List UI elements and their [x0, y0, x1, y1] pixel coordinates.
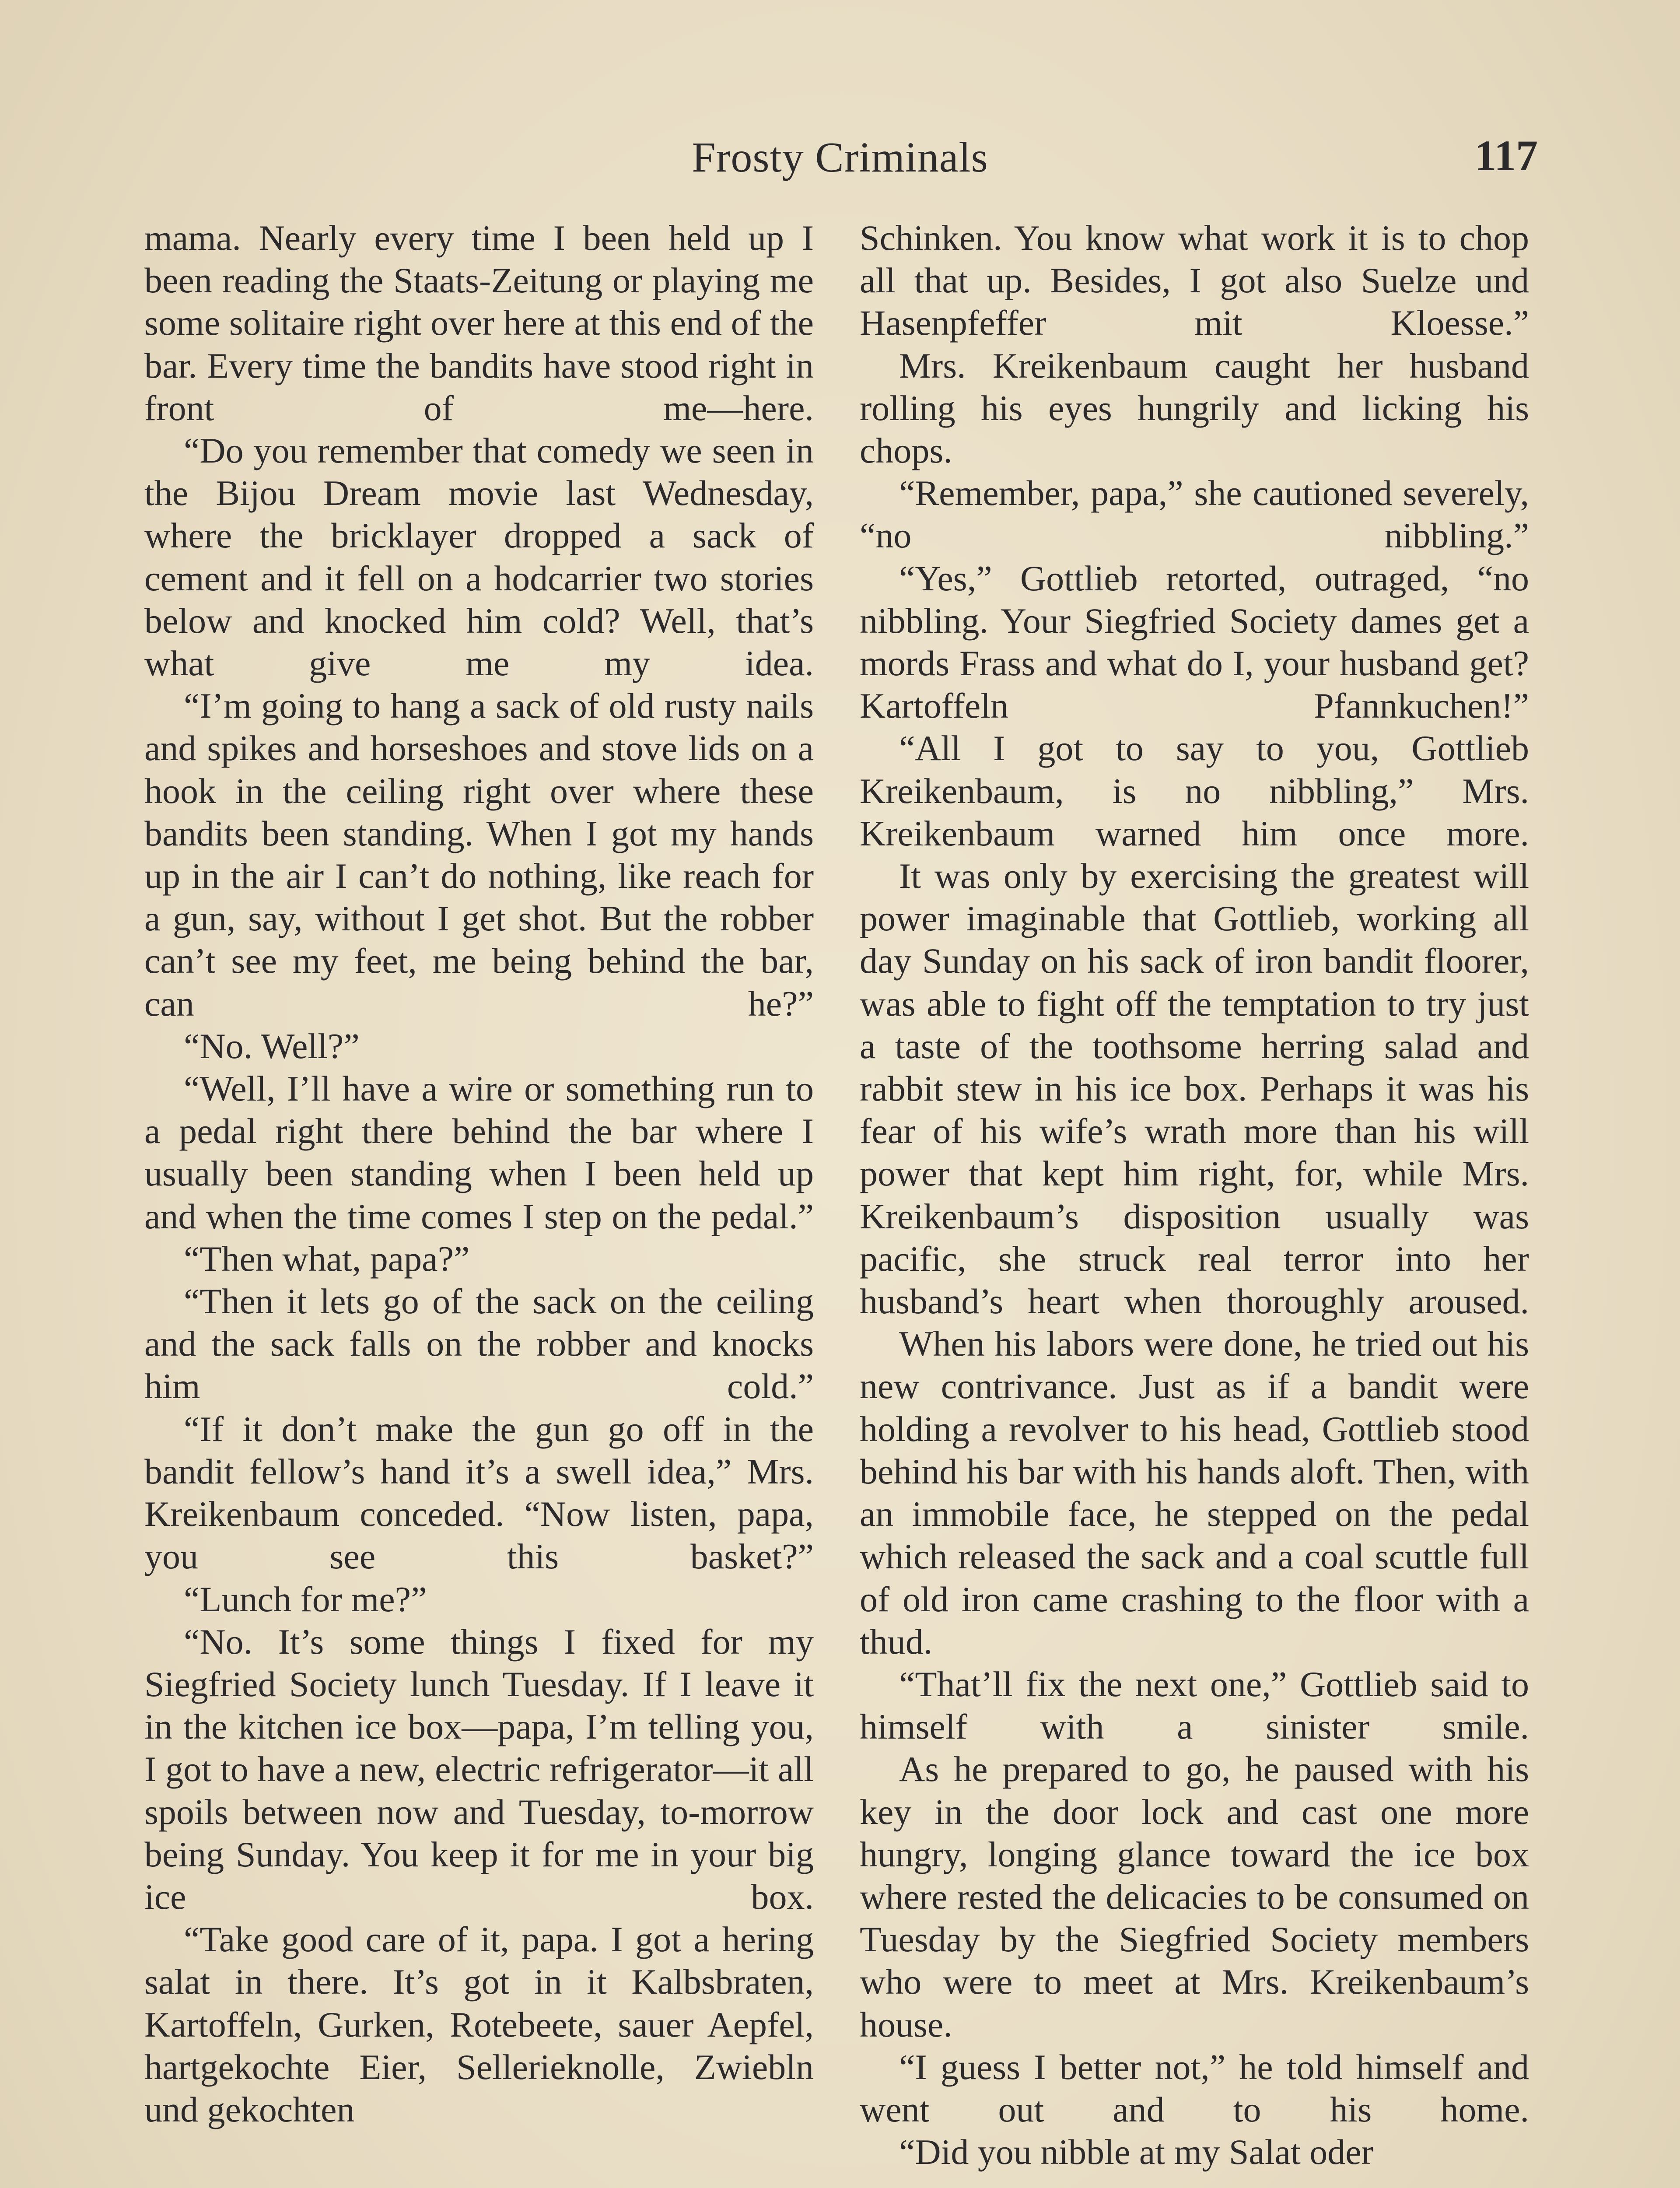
paragraph: “Then it lets go of the sack on the ceiling and the sack falls on the robber and knocks him cold.”: [144, 1281, 814, 1406]
paragraph: “Take good care of it, papa. I got a hering salat in there. It’s got in it Kalbsbraten, Kartoffeln, Gurken, Rotebeete, sauer Aepfel, hartgekochte Eier, Sellerieknolle, Zwiebln und gekochten: [144, 1919, 814, 2129]
paragraph: “No. Well?”: [184, 1026, 360, 1066]
paragraph: Mrs. Kreikenbaum caught her husband rolling his eyes hungrily and licking his chops.: [860, 345, 1529, 471]
paragraph: “If it don’t make the gun go off in the bandit fellow’s hand it’s a swell idea,” Mrs. Kreikenbaum conceded. “Now listen, papa, you see this basket?”: [144, 1409, 814, 1577]
paragraph: When his labors were done, he tried out his new contrivance. Just as if a bandit were holding a revolver to his head, Gottlieb stood behind his bar with his hands aloft. Then, with an immobile face, he stepped on the pedal which released the sack and a coal scuttle full of old iron came crashing to the floor with a thud.: [860, 1324, 1529, 1662]
paragraph: “Yes,” Gottlieb retorted, outraged, “no nibbling. Your Siegfried Society dames get a mords Frass and what do I, your husband get? Kartoffeln Pfannkuchen!”: [860, 558, 1529, 726]
paragraph: “I guess I better not,” he told himself and went out and to his home.: [860, 2047, 1529, 2129]
paragraph: “Lunch for me?”: [184, 1579, 427, 1619]
left-column: [144, 217, 814, 2188]
paragraph: mama. Nearly every time I been held up I been reading the Staats-Zeitung or playing me some solitaire right over here at this end of the bar. Every time the bandits have stood right in front of me—here.: [144, 218, 814, 428]
running-title: Frosty Criminals: [692, 134, 988, 181]
paragraph: “I’m going to hang a sack of old rusty nails and spikes and horseshoes and stove lids on a hook in the ceiling right over where these bandits been standing. When I got my hands up in the air I can’t do nothing, like reach for a gun, say, without I get shot. But the robber can’t see my feet, me being behind the bar, can he?”: [144, 686, 814, 1024]
paragraph: “All I got to say to you, Gottlieb Kreikenbaum, is no nibbling,” Mrs. Kreikenbaum warned him once more.: [860, 728, 1529, 853]
paragraph: As he prepared to go, he paused with his key in the door lock and cast one more hungry, longing glance toward the ice box where rested the delicacies to be consumed on Tuesday by the Siegfried Society members who were to meet at Mrs. Kreikenbaum’s house.: [860, 1749, 1529, 2044]
paragraph: “Do you remember that comedy we seen in the Bijou Dream movie last Wednesday, where the bricklayer dropped a sack of cement and it fell on a hodcarrier two stories below and knocked him cold? Well, that’s what give me my idea.: [144, 431, 814, 684]
paragraph: “Did you nibble at my Salat oder: [899, 2132, 1373, 2172]
paragraph: “No. It’s some things I fixed for my Siegfried Society lunch Tuesday. If I leave it in the kitchen ice box—papa, I’m telling you, I got to have a new, electric refrigerator—it all spoils between now and Tuesday, to-morrow being Sunday. You keep it for me in your big ice box.: [144, 1621, 814, 1917]
paragraph: Schinken. You know what work it is to chop all that up. Besides, I got also Suelze und Hasenpfeffer mit Kloesse.”: [860, 218, 1529, 343]
paragraph: “Well, I’ll have a wire or something run to a pedal right there behind the bar where I usually been standing when I been held up and when the time comes I step on the pedal.”: [144, 1069, 814, 1236]
paragraph: It was only by exercising the greatest will power imaginable that Gottlieb, working all day Sunday on his sack of iron bandit floorer, was able to fight off the temptation to try just a taste of the toothsome herring salad and rabbit stew in his ice box. Perhaps it was his fear of his wife’s wrath more than his will power that kept him right, for, while Mrs. Kreikenbaum’s disposition usually was pacific, she struck real terror into her husband’s heart when thoroughly aroused.: [860, 856, 1529, 1322]
paragraph: “That’ll fix the next one,” Gottlieb said to himself with a sinister smile.: [860, 1664, 1529, 1747]
paragraph: “Remember, papa,” she cautioned severely, “no nibbling.”: [860, 473, 1529, 556]
paragraph: “Then what, papa?”: [184, 1238, 470, 1279]
page-number: 117: [1474, 131, 1538, 180]
running-head: [0, 124, 1680, 190]
right-column: [860, 217, 1529, 2188]
